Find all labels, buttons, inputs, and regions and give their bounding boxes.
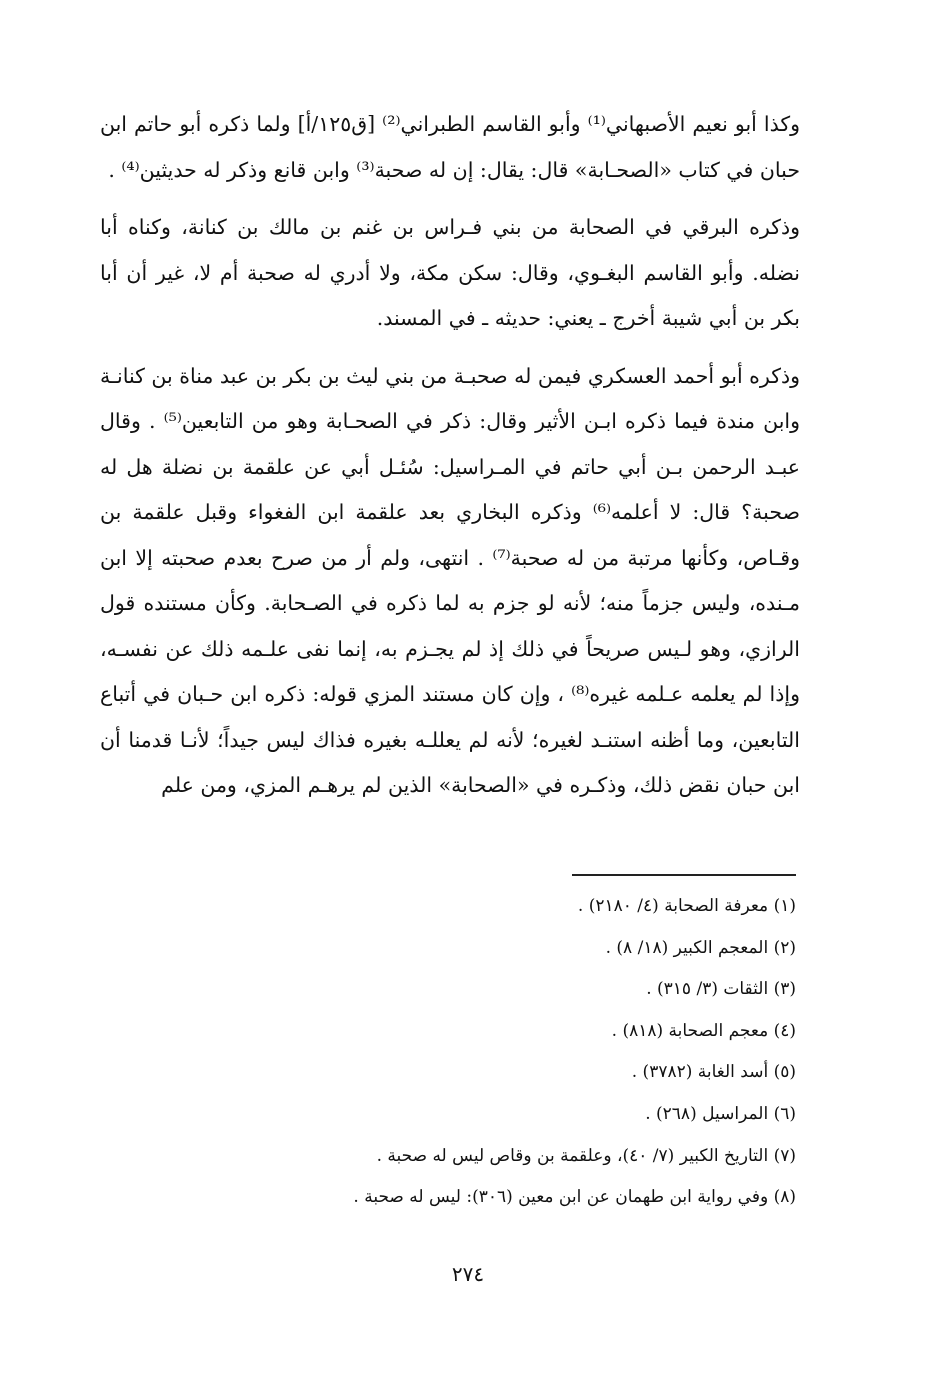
paragraph-3: وذكره أبو أحمد العسكري فيمن له صحبـة من بني ليث بن بكر بن عبد مناة بن كنانـة وابن مندة فيما ذكره ابـن الأثير وقال: ذكر في الصحـابة وهو من التابعين⁽⁵⁾ . وقال عبـد الرحمن بـن أبي حاتم في المـراسيل: سُئـل أبي عن علقمة بن نضلة هل له صحبة؟ قال: لا أعلمه⁽⁶⁾ وذكره البخاري بعد علقمة ابن الفغواء وقبل علقمة بن وقـاص، وكأنها مرتبة من له صحبة⁽⁷⁾ . انتهى، ولم أر من صرح بعدم صحبته إلا ابن مـنده، وليس جزماً منه؛ لأنه لو جزم به لما ذكره في الصـحابة. وكأن مستنده قول الرازي، وهو لـيس صريحاً في ذلك إذ لم يجـزم به، إنما نفى علـمه ذلك عن نفسـه، وإذا لم يعلمه عـلمه غيره⁽⁸⁾ ، وإن كان مستند المزي قوله: ذكره ابن حـبان في أتباع التابعين، وما أظنه استنـد لغيره؛ لأنه لم يعللـه بغيره فذاك ليس جيداً؛ لأنـا قدمنا أن ابن حبان نقض ذلك، وذكـره في «الصحابة» الذين لم يرهـم المزي، ومن علم: [100, 363, 800, 797]
page-number: ٢٧٤: [451, 1262, 485, 1286]
footnote-divider: [572, 874, 796, 876]
footnote-4: (٤) معجم الصحابة (٨١٨) .: [611, 1020, 796, 1041]
footnote-7: (٧) التاريخ الكبير (٧/ ٤٠)، وعلقمة بن وقاص ليس له صحبة .: [376, 1145, 796, 1166]
footnote-5: (٥) أسد الغابة (٣٧٨٢) .: [631, 1062, 796, 1083]
footnote-6: (٦) المراسيل (٢٦٨) .: [645, 1103, 796, 1124]
paragraph-2: وذكره البرقي في الصحابة من بني فـراس بن غنم بن مالك بن كنانة، وكناه أبا نضله. وأبو القاسم البغـوي، وقال: سكن مكة، ولا أدري له صحبة أم لا، غير أن أبا بكر بن أبي شيبة أخرج ـ يعني: حديثه ـ في المسند.: [100, 215, 800, 330]
footnotes: [100, 886, 796, 1219]
footnote-3: (٣) الثقات (٣/ ٣١٥) .: [646, 979, 796, 1000]
footnote-8: (٨) وفي رواية ابن طهمان عن ابن معين (٣٠٦): ليس له صحبة .: [353, 1187, 796, 1208]
paragraph-1: وكذا أبو نعيم الأصبهاني⁽¹⁾ وأبو القاسم الطبراني⁽²⁾ [ق١٢٥/أ] ولما ذكره أبو حاتم ابن حبان في كتاب «الصحـابة» قال: يقال: إن له صحبة⁽³⁾ وابن قانع وذكر له حديثين⁽⁴⁾ .: [100, 112, 800, 182]
footnote-1: (١) معرفة الصحابة (٤/ ٢١٨٠) .: [577, 896, 796, 916]
main-text: [100, 102, 800, 821]
footnote-2: (٢) المعجم الكبير (١٨/ ٨) .: [605, 937, 796, 958]
